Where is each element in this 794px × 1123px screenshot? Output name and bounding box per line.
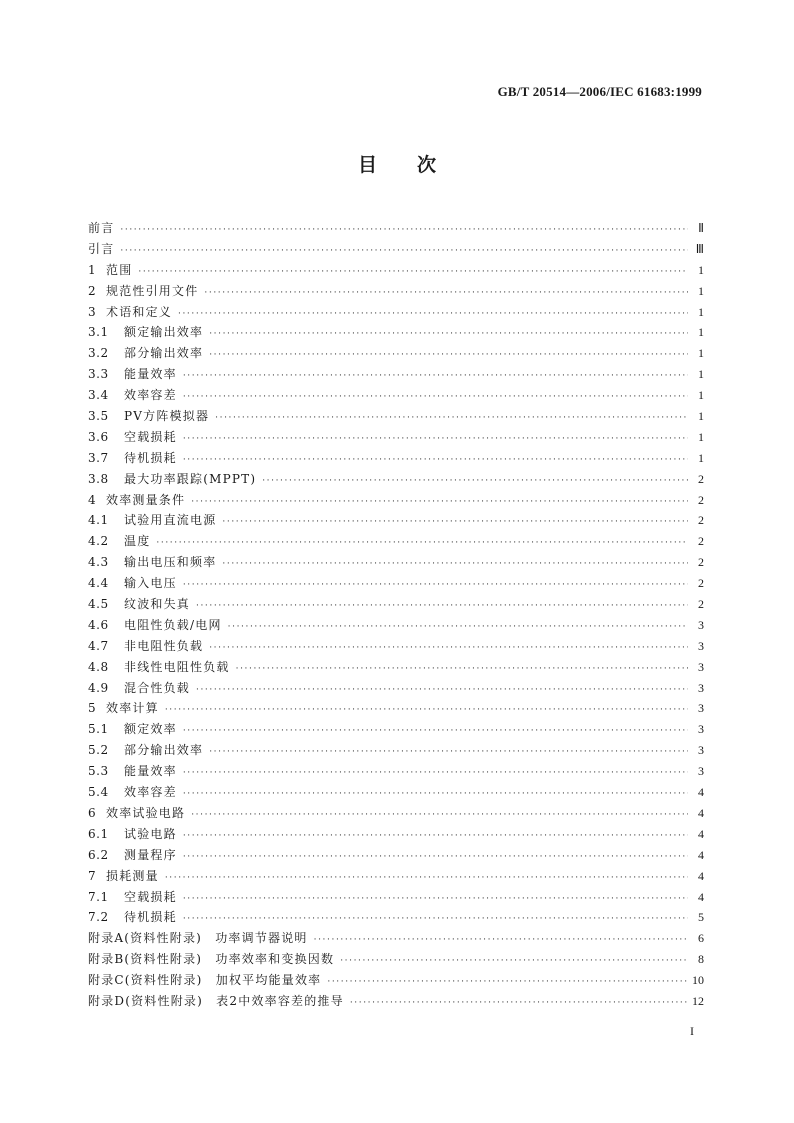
toc-entry-title: 附录B(资料性附录) 功率效率和变换因数	[88, 952, 335, 967]
toc-entry-title: 待机损耗	[124, 910, 177, 925]
toc-entry-page: 3	[698, 764, 704, 779]
toc-entry-page: 2	[698, 555, 704, 570]
toc-entry-title: 测量程序	[124, 847, 177, 862]
toc-entry-page: 1	[698, 262, 704, 277]
toc-entry[interactable]	[88, 615, 704, 636]
toc-entry[interactable]	[88, 845, 704, 866]
toc-entry-number: 4.9	[88, 680, 109, 695]
toc-leader-dots	[340, 951, 688, 972]
toc-leader-dots	[204, 283, 688, 304]
toc-entry-page: 2	[698, 576, 704, 591]
toc-leader-dots	[183, 909, 688, 930]
toc-entry-number: 4.8	[88, 659, 109, 674]
toc-entry-page: 12	[692, 993, 704, 1008]
toc-entry-number: 6	[88, 805, 97, 820]
toc-entry-number: 4.6	[88, 617, 109, 632]
toc-entry[interactable]	[88, 322, 704, 343]
toc-entry-title: 损耗测量	[106, 868, 159, 883]
toc-leader-dots	[196, 596, 688, 617]
toc-entry-page: 4	[698, 805, 704, 820]
toc-entry-title: 混合性负载	[124, 680, 191, 695]
toc-entry-title: 前言	[88, 221, 115, 235]
toc-entry[interactable]	[88, 636, 704, 657]
toc-leader-dots	[183, 429, 688, 450]
toc-entry[interactable]	[88, 573, 704, 594]
toc-entry-number: 3.3	[88, 367, 109, 382]
toc-entry[interactable]	[88, 239, 704, 260]
toc-entry-page: 1	[698, 346, 704, 361]
toc-entry-number: 3.4	[88, 388, 109, 403]
toc-entry-title: 温度	[124, 534, 151, 549]
toc-leader-dots	[120, 220, 688, 241]
toc-leader-dots	[183, 847, 688, 868]
toc-entry[interactable]	[88, 991, 704, 1012]
toc-entry-page: 2	[698, 534, 704, 549]
toc-entry-number: 5.1	[88, 722, 109, 737]
toc-entry[interactable]	[88, 740, 704, 761]
toc-entry-page: 2	[698, 471, 704, 486]
page-title: 目次	[357, 154, 476, 176]
toc-leader-dots	[191, 492, 688, 513]
toc-leader-dots	[183, 366, 688, 387]
toc-entry-page: 1	[698, 450, 704, 465]
toc-entry[interactable]	[88, 490, 704, 511]
toc-entry-title: 效率测量条件	[106, 492, 186, 507]
toc-leader-dots	[209, 638, 688, 659]
toc-leader-dots	[236, 659, 688, 680]
toc-entry[interactable]	[88, 887, 704, 908]
toc-entry-number: 3	[88, 304, 97, 319]
toc-entry-page: 1	[698, 409, 704, 424]
toc-entry[interactable]	[88, 866, 704, 887]
toc-entry-number: 5.2	[88, 743, 109, 758]
toc-entry-page: 3	[698, 659, 704, 674]
toc-leader-dots	[183, 889, 688, 910]
toc-leader-dots	[178, 304, 688, 325]
toc-entry-title: 额定输出效率	[124, 325, 204, 340]
toc-entry[interactable]	[88, 970, 704, 991]
toc-entry[interactable]	[88, 761, 704, 782]
toc-entry[interactable]	[88, 281, 704, 302]
toc-entry-page: 2	[698, 513, 704, 528]
toc-entry[interactable]	[88, 260, 704, 281]
toc-entry[interactable]	[88, 928, 704, 949]
toc-entry-title: 待机损耗	[124, 450, 177, 465]
toc-entry-title: 额定效率	[124, 722, 177, 737]
toc-entry-number: 7.2	[88, 910, 109, 925]
toc-entry-number: 3.2	[88, 346, 109, 361]
toc-entry-number: 4.3	[88, 555, 109, 570]
toc-entry-page: 3	[698, 701, 704, 716]
toc-entry-title: 规范性引用文件	[106, 283, 199, 298]
toc-entry-number: 1	[88, 262, 97, 277]
toc-entry[interactable]	[88, 719, 704, 740]
toc-leader-dots	[138, 262, 688, 283]
toc-entry-page: 4	[698, 868, 704, 883]
toc-entry[interactable]	[88, 343, 704, 364]
toc-leader-dots	[209, 345, 688, 366]
toc-entry-page: 1	[698, 429, 704, 444]
toc-entry-number: 7	[88, 868, 97, 883]
toc-entry-title: 最大功率跟踪(MPPT)	[124, 471, 257, 486]
toc-entry-number: 3.8	[88, 471, 109, 486]
toc-entry-title: 输入电压	[124, 576, 177, 591]
toc-entry-number: 3.6	[88, 429, 109, 444]
toc-entry-title: 部分输出效率	[124, 346, 204, 361]
toc-entry[interactable]	[88, 406, 704, 427]
toc-leader-dots	[165, 868, 688, 889]
toc-entry-number: 6.1	[88, 826, 109, 841]
toc-entry-page: 3	[698, 743, 704, 758]
toc-entry-number: 4.4	[88, 576, 109, 591]
toc-entry-title: 效率容差	[124, 388, 177, 403]
toc-entry-number: 5.3	[88, 764, 109, 779]
toc-entry[interactable]	[88, 218, 704, 239]
toc-entry[interactable]	[88, 531, 704, 552]
toc-entry-page: 5	[698, 910, 704, 925]
toc-entry-title: 部分输出效率	[124, 743, 204, 758]
toc-entry-page: Ⅱ	[698, 221, 704, 235]
toc-entry[interactable]	[88, 364, 704, 385]
toc-entry-title: 电阻性负载/电网	[124, 617, 222, 632]
toc-entry-page: 3	[698, 638, 704, 653]
toc-leader-dots	[120, 241, 688, 262]
toc-entry[interactable]	[88, 698, 704, 719]
toc-leader-dots	[183, 784, 688, 805]
toc-entry-title: 效率试验电路	[106, 805, 186, 820]
toc-entry-title: 非电阻性负载	[124, 638, 204, 653]
toc-entry-page: 2	[698, 597, 704, 612]
toc-entry-page: 10	[692, 973, 704, 988]
toc-entry[interactable]	[88, 594, 704, 615]
toc-leader-dots	[209, 742, 688, 763]
toc-entry-number: 3.1	[88, 325, 109, 340]
toc-entry-page: 1	[698, 388, 704, 403]
toc-leader-dots	[183, 575, 688, 596]
toc-entry-title: 附录A(资料性附录) 功率调节器说明	[88, 931, 308, 946]
toc-leader-dots	[183, 387, 688, 408]
toc-entry-number: 3.7	[88, 450, 109, 465]
toc-entry[interactable]	[88, 907, 704, 928]
toc-entry-page: 1	[698, 283, 704, 298]
toc-entry-number: 6.2	[88, 847, 109, 862]
toc-entry-number: 4	[88, 492, 97, 507]
toc-entry-title: 引言	[88, 241, 115, 256]
toc-entry-page: 4	[698, 847, 704, 862]
toc-entry-title: 术语和定义	[106, 304, 173, 319]
toc-entry-title: 输出电压和频率	[124, 555, 217, 570]
toc-leader-dots	[191, 805, 688, 826]
toc-leader-dots	[350, 993, 688, 1014]
toc-entry-number: 4.2	[88, 534, 109, 549]
toc-entry-page: 4	[698, 889, 704, 904]
toc-entry-page: 1	[698, 367, 704, 382]
toc-leader-dots	[228, 617, 688, 638]
toc-entry-number: 3.5	[88, 409, 109, 424]
toc-entry-title: 空载损耗	[124, 429, 177, 444]
toc-entry-title: 效率计算	[106, 701, 159, 716]
toc-entry[interactable]	[88, 385, 704, 406]
table-of-contents	[88, 218, 704, 1012]
toc-entry-page: Ⅲ	[695, 241, 704, 256]
toc-entry-title: 附录D(资料性附录) 表2中效率容差的推导	[88, 993, 344, 1008]
toc-leader-dots	[327, 972, 688, 993]
toc-leader-dots	[183, 450, 688, 471]
toc-entry-number: 5	[88, 701, 97, 716]
toc-entry-title: 试验电路	[124, 826, 177, 841]
toc-entry[interactable]	[88, 427, 704, 448]
toc-entry-page: 3	[698, 680, 704, 695]
toc-entry-page: 3	[698, 617, 704, 632]
toc-entry-page: 2	[698, 492, 704, 507]
toc-entry[interactable]	[88, 949, 704, 970]
toc-entry-title: 试验用直流电源	[124, 513, 217, 528]
toc-entry[interactable]	[88, 510, 704, 531]
toc-entry-number: 4.1	[88, 513, 109, 528]
toc-entry[interactable]	[88, 657, 704, 678]
toc-entry[interactable]	[88, 448, 704, 469]
toc-entry-number: 7.1	[88, 889, 109, 904]
toc-leader-dots	[165, 700, 688, 721]
toc-entry[interactable]	[88, 302, 704, 323]
toc-entry-title: 效率容差	[124, 785, 177, 800]
toc-leader-dots	[183, 826, 688, 847]
toc-entry-title: 附录C(资料性附录) 加权平均能量效率	[88, 973, 322, 988]
toc-entry-title: 能量效率	[124, 764, 177, 779]
toc-entry[interactable]	[88, 782, 704, 803]
toc-entry-page: 6	[698, 931, 704, 946]
toc-entry-number: 5.4	[88, 785, 109, 800]
toc-entry[interactable]	[88, 824, 704, 845]
toc-entry-number: 4.7	[88, 638, 109, 653]
toc-entry-title: PV方阵模拟器	[124, 409, 210, 424]
toc-leader-dots	[196, 680, 688, 701]
toc-entry[interactable]	[88, 678, 704, 699]
toc-leader-dots	[209, 324, 688, 345]
toc-leader-dots	[183, 763, 688, 784]
toc-entry-title: 范围	[106, 262, 133, 277]
toc-leader-dots	[222, 554, 688, 575]
toc-leader-dots	[183, 721, 688, 742]
toc-entry-page: 1	[698, 325, 704, 340]
toc-entry[interactable]	[88, 552, 704, 573]
toc-entry-page: 4	[698, 826, 704, 841]
toc-leader-dots	[314, 930, 688, 951]
toc-entry-number: 4.5	[88, 597, 109, 612]
toc-leader-dots	[215, 408, 688, 429]
toc-entry-number: 2	[88, 283, 97, 298]
toc-entry-page: 3	[698, 722, 704, 737]
toc-leader-dots	[262, 471, 688, 492]
toc-leader-dots	[222, 512, 688, 533]
toc-entry-title: 空载损耗	[124, 889, 177, 904]
toc-entry[interactable]	[88, 469, 704, 490]
toc-entry-title: 纹波和失真	[124, 597, 191, 612]
toc-leader-dots	[156, 533, 688, 554]
page-number: I	[690, 1024, 694, 1038]
toc-entry-page: 1	[698, 304, 704, 319]
toc-entry-page: 8	[698, 952, 704, 967]
toc-entry-title: 非线性电阻性负载	[124, 659, 230, 674]
toc-entry[interactable]	[88, 803, 704, 824]
toc-entry-title: 能量效率	[124, 367, 177, 382]
toc-entry-page: 4	[698, 785, 704, 800]
standard-code: GB/T 20514—2006/IEC 61683:1999	[497, 84, 702, 99]
